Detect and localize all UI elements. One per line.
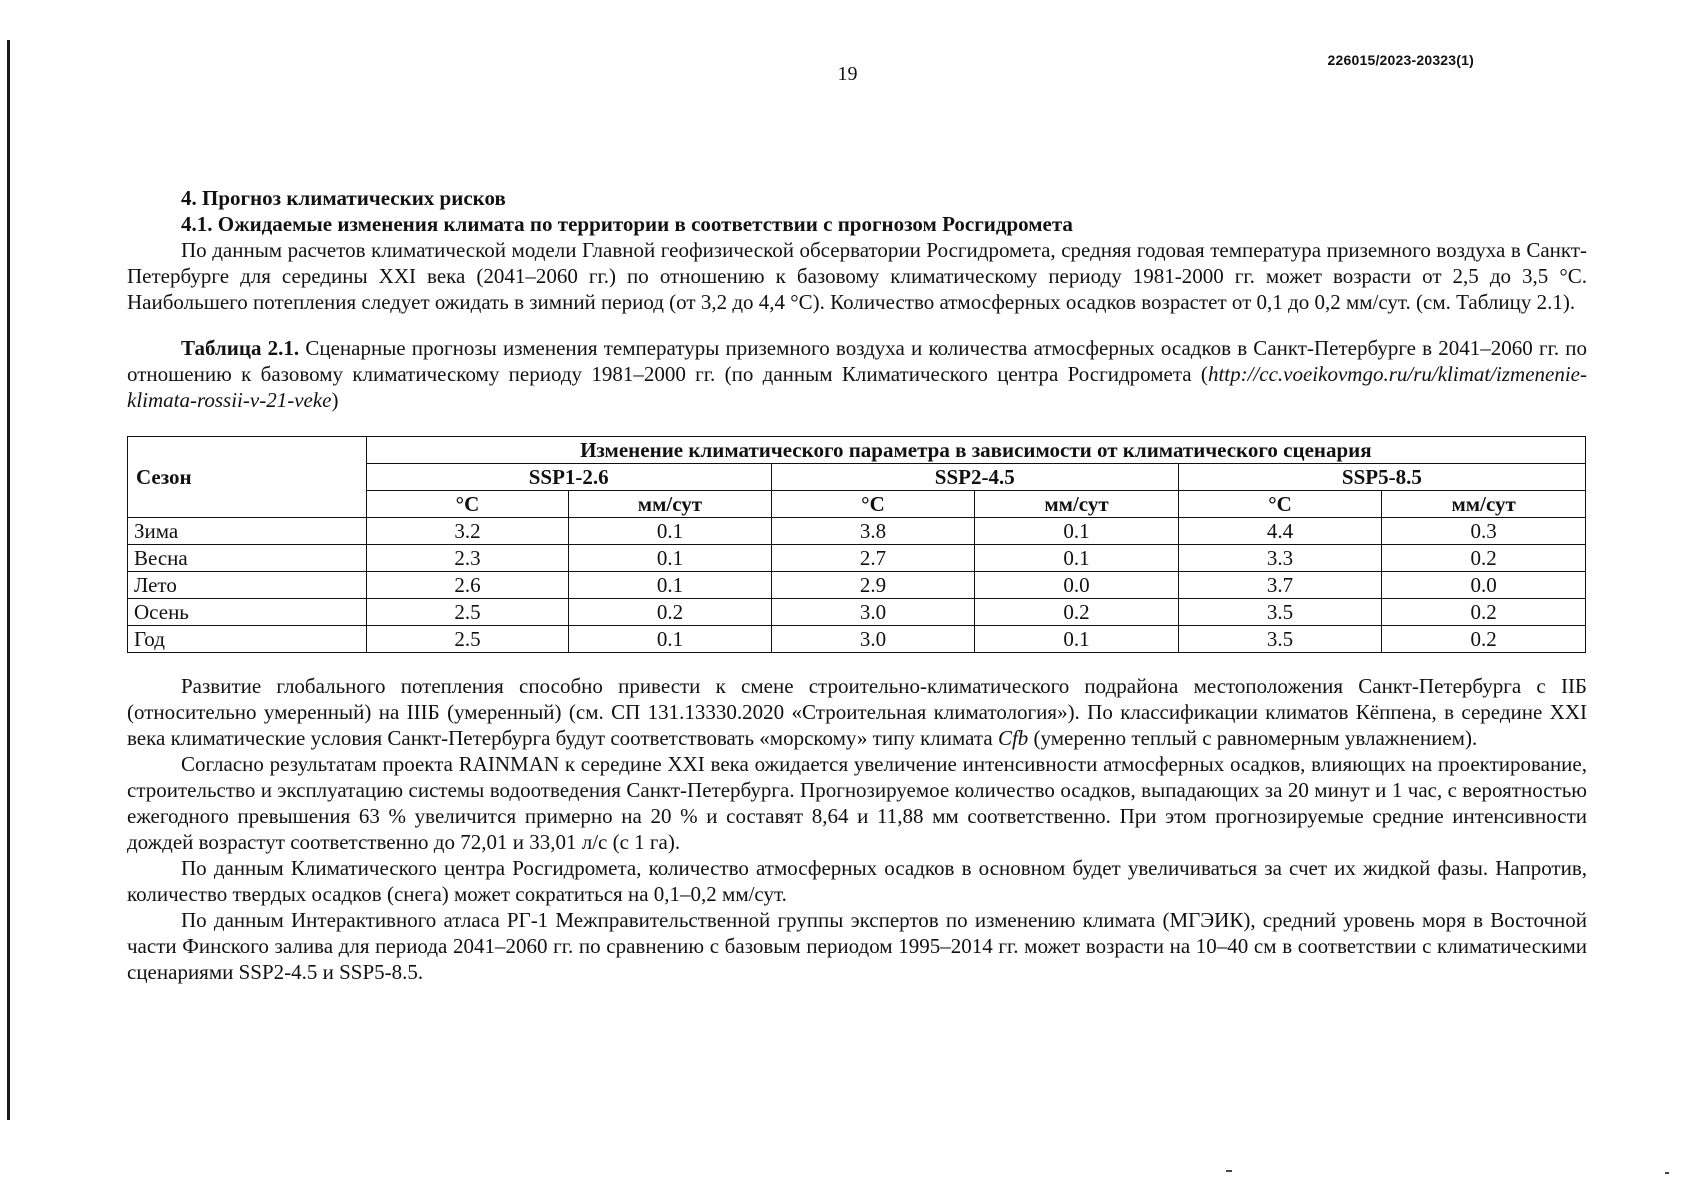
body-paragraph: По данным Интерактивного атласа РГ-1 Межправительственной группы экспертов по изменению климата (МГЭИК), средний уровень моря в Восточной части Финского залива для периода 2041–2060 гг. по сравнению с базовым периодом 1995–2014 гг. может возрасти на 10–40 см в соответствии с климатическими сценариями SSP2-4.5 и SSP5-8.5. [127,908,1587,984]
value-cell: 2.6 [366,572,568,599]
intro-paragraph: По данным расчетов климатической модели Главной геофизической обсерватории Росгидромета, средняя годовая температура приземного воздуха в Санкт-Петербурге для середины XXI века (2041–2060 гг.) по отношению к базовому климатическому периоду 1981-2000 гг. может возрасти от 2,5 до 3,5 °С. Наибольшего потепления следует ожидать в зимний период (от 3,2 до 4,4 °С). Количество атмосферных осадков возрастет от 0,1 до 0,2 мм/сут. (см. Таблицу 2.1). [127,238,1587,314]
value-cell: 0.2 [1382,599,1586,626]
season-header: Сезон [128,437,367,518]
body-paragraph: Согласно результатам проекта RAINMAN к середине XXI века ожидается увеличение интенсивности атмосферных осадков, влияющих на проектирование, строительство и эксплуатацию системы водоотведения Санкт-Петербурга. Прогнозируемое количество осадков, выпадающих за 20 минут и 1 час, с вероятностью ежегодного превышения 63 % увеличится примерно на 20 % и составят 8,64 и 11,88 мм соответственно. При этом прогнозируемые средние интенсивности дождей возрастут соответственно до 72,01 и 33,01 л/с (с 1 га). [127,752,1587,854]
value-cell: 0.0 [1382,572,1586,599]
unit-header: мм/сут [569,491,771,518]
unit-header: °C [1178,491,1382,518]
season-cell: Осень [128,599,367,626]
unit-header: °C [771,491,975,518]
group-header: Изменение климатического параметра в зависимости от климатического сценария [366,437,1585,464]
value-cell: 0.2 [1382,545,1586,572]
value-cell: 3.0 [771,626,975,653]
scenario-header: SSP2-4.5 [771,464,1178,491]
table-caption-link[interactable]: http://cc.voeikovmgo.ru/ru/klimat/izmenenie-klimata-rossii-v-21-veke [127,362,1587,412]
table-row [128,518,1586,545]
scan-speck [1665,1172,1669,1174]
scan-page-edge [7,40,10,1120]
table-caption-text: Сценарные прогнозы изменения температуры приземного воздуха и количества атмосферных осадков в Санкт-Петербурге в 2041–2060 гг. по отношению к базовому климатическому периоду 1981–2000 гг. (по данным Климатического центра Росгидромета ( [127,336,1587,386]
value-cell: 2.7 [771,545,975,572]
table-caption-close: ) [331,388,339,412]
value-cell: 0.2 [569,599,771,626]
value-cell: 0.1 [569,626,771,653]
season-cell: Зима [128,518,367,545]
value-cell: 2.3 [366,545,568,572]
table-row [128,599,1586,626]
value-cell: 3.0 [771,599,975,626]
scan-speck [1226,1170,1232,1172]
value-cell: 3.7 [1178,572,1382,599]
unit-header: мм/сут [1382,491,1586,518]
page-number: 19 [837,63,858,85]
table-row [128,626,1586,653]
value-cell: 2.5 [366,626,568,653]
value-cell: 3.5 [1178,599,1382,626]
scenario-header: SSP1-2.6 [366,464,771,491]
value-cell: 0.1 [569,572,771,599]
value-cell: 0.1 [975,626,1179,653]
value-cell: 0.1 [569,518,771,545]
table-caption-label: Таблица 2.1. [181,336,300,360]
value-cell: 4.4 [1178,518,1382,545]
subsection-heading: 4.1. Ожидаемые изменения климата по территории в соответствии с прогнозом Росгидромета [181,212,1073,236]
table-row [128,545,1586,572]
value-cell: 0.1 [569,545,771,572]
value-cell: 2.5 [366,599,568,626]
value-cell: 3.5 [1178,626,1382,653]
unit-header: °C [366,491,568,518]
document-id: 226015/2023-20323(1) [1327,52,1474,68]
season-cell: Лето [128,572,367,599]
scenario-header: SSP5-8.5 [1178,464,1585,491]
value-cell: 2.9 [771,572,975,599]
value-cell: 0.1 [975,545,1179,572]
table-row [128,572,1586,599]
document-body [127,185,1587,985]
unit-header: мм/сут [975,491,1179,518]
season-cell: Весна [128,545,367,572]
value-cell: 3.8 [771,518,975,545]
body-paragraph [127,673,1587,751]
season-cell: Год [128,626,367,653]
section-heading: 4. Прогноз климатических рисков [181,186,506,210]
climate-table [127,436,1586,653]
value-cell: 3.2 [366,518,568,545]
table-caption [127,335,1587,413]
paragraph-text: Развитие глобального потепления способно привести к смене строительно-климатического подрайона местоположения Санкт-Петербурга с IIБ (относительно умеренный) на IIIБ (умеренный) (см. СП 131.13330.2020 «Строительная климатология»). По классификации климатов Кёппена, в середине XXI века климатические условия Санкт-Петербурга будут соответствовать «морскому» типу климата [127,674,1587,750]
paragraph-text: (умеренно теплый с равномерным увлажнением). [1028,726,1478,750]
value-cell: 0.1 [975,518,1179,545]
value-cell: 0.3 [1382,518,1586,545]
value-cell: 3.3 [1178,545,1382,572]
body-paragraph: По данным Климатического центра Росгидромета, количество атмосферных осадков в основном будет увеличиваться за счет их жидкой фазы. Напротив, количество твердых осадков (снега) может сократиться на 0,1–0,2 мм/сут. [127,856,1587,906]
value-cell: 0.2 [1382,626,1586,653]
value-cell: 0.2 [975,599,1179,626]
value-cell: 0.0 [975,572,1179,599]
climate-code: Cfb [997,726,1029,750]
